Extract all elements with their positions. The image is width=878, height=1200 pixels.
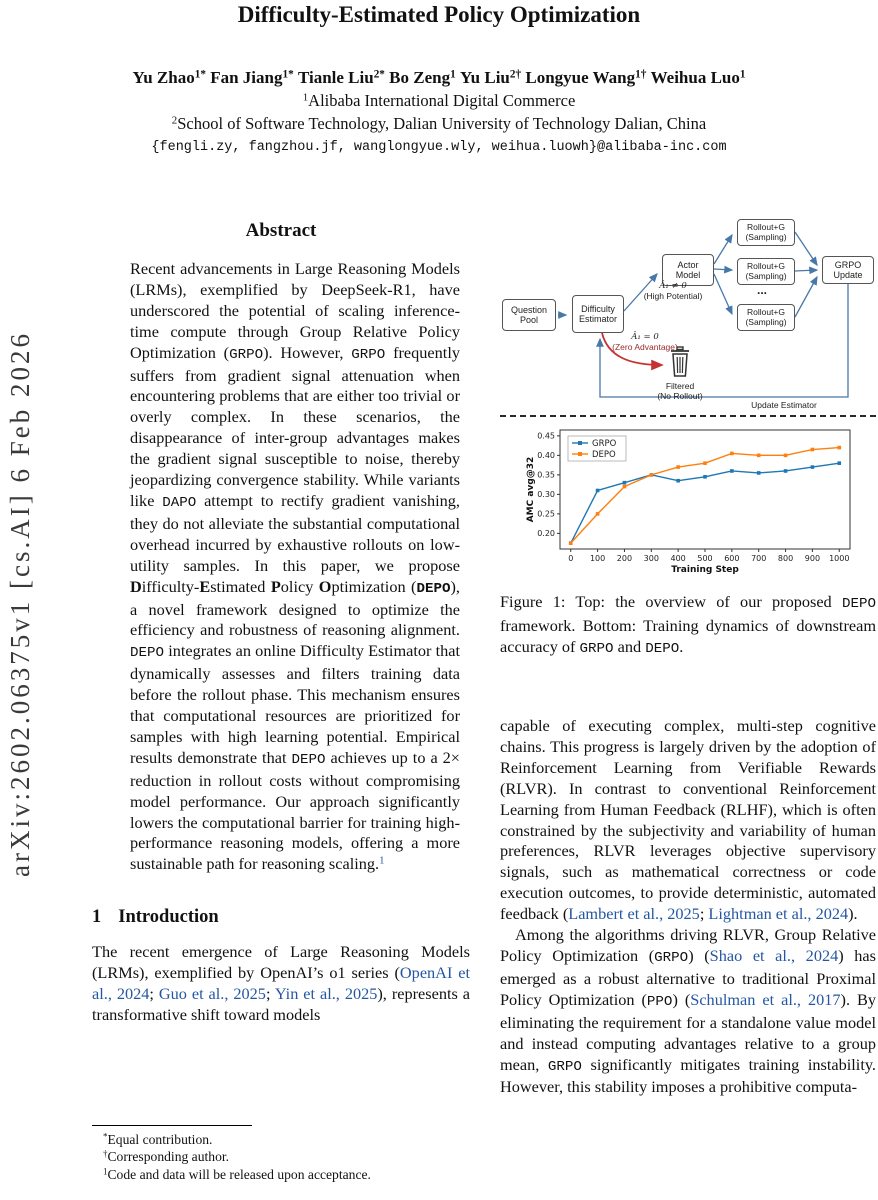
arxiv-watermark: arXiv:2602.06375v1 [cs.AI] 6 Feb 2026 — [5, 331, 35, 877]
svg-text:Training Step: Training Step — [671, 565, 739, 575]
citation-link[interactable]: Lambert et al., 2025 — [568, 904, 700, 924]
trash-icon — [668, 346, 692, 378]
actor-model-box: Actor Model — [662, 254, 714, 286]
author-line: Yu Zhao$^{1*}$ Fan Jiang$^{1*}$ Tianle Liu$^{2*}$ Bo Zeng$^1$ Yu Liu$^{2\dagger}$ Longyue Wang$^{1\dagger}$ Weihua Luo$^1$ — [132, 68, 746, 87]
citation-link[interactable]: 1 — [379, 855, 385, 867]
right-column-paragraph-1: capable of executing complex, multi-step cognitive chains. This progress is largely driven by the adoption of Reinforcement Learning from Verifiable Rewards (RLVR). In contrast to conventional Reinforcement Learning from Human Feedback (RLHF), which is often constrained by the subjectivity and variability of human preferences, RLVR leverages objective supervisory signals, such as mathematical correctness or code execution outcomes, to provide deterministic, automated feedback (Lambert et al., 2025; Lightman et al., 2024). — [500, 716, 876, 924]
rollout-sampling-box-3: Rollout+G (Sampling) — [737, 304, 795, 331]
filtered-label: Filtered (No Rollout) — [657, 381, 703, 402]
footnote-code-release: $^1$Code and data will be released upon acceptance. — [103, 1166, 371, 1182]
citation-link[interactable]: Guo et al., 2025 — [158, 984, 266, 1004]
difficulty-estimator-box: Difficulty Estimator — [572, 295, 624, 333]
abstract-text: Recent advancements in Large Reasoning Models (LRMs), exemplified by DeepSeek-R1, have underscored the potential of scaling inference-time compute through Group Relative Policy Optimization (GRPO). However, GRPO frequently suffers from gradient signal attenuation when encountering problems that are either too trivial or overly complex. In these scenarios, the disappearance of inter-group advantages makes the gradient signal susceptible to noise, thereby jeopardizing convergence stability. While variants like DAPO attempt to rectify gradient vanishing, they do not alleviate the substantial computational overhead incurred by exhaustive rollouts on low-utility samples. In this paper, we propose Difficulty-Estimated Policy Optimization (DEPO), a novel framework designed to optimize the efficiency and robustness of reasoning alignment. DEPO integrates an online Difficulty Estimator that dynamically assesses and filters training data before the rollout phase. This mechanism ensures that computational resources are prioritized for samples with high learning potential. Empirical results demonstrate that DEPO achieves up to a 2× reduction in rollout costs without compromising model performance. Our approach significantly lowers the computational barrier for training high-performance reasoning models, offering a more sustainable path for reasoning scaling.$^1$ — [130, 259, 461, 874]
svg-text:GRPO: GRPO — [592, 439, 617, 449]
paper-title: Difficulty-Estimated Policy Optimization — [237, 2, 641, 27]
citation-link[interactable]: OpenAI et al., 2024 — [92, 963, 470, 1004]
citation-link[interactable]: Lightman et al., 2024 — [708, 904, 849, 924]
intro-paragraph: The recent emergence of Large Reasoning Models (LRMs), exemplified by OpenAI’s o1 series (OpenAI et al., 2024; Guo et al., 2025; Yin et al., 2025), represents a transformative shift toward models — [92, 942, 470, 1024]
rollout-sampling-box-1: Rollout+G (Sampling) — [737, 219, 795, 246]
svg-text:200: 200 — [616, 554, 633, 563]
affiliation-1: $^1$Alibaba International Digital Commerce — [302, 91, 576, 110]
svg-text:900: 900 — [804, 554, 821, 563]
svg-text:AMC avg@32: AMC avg@32 — [526, 456, 536, 523]
figure-1-caption: Figure 1: Top: the overview of our proposed DEPO framework. Bottom: Training dynamics of downstream accuracy of GRPO and DEPO. — [500, 592, 876, 657]
affiliation-2: $^2$School of Software Technology, Dalian University of Technology Dalian, China — [171, 114, 707, 133]
dashed-separator — [500, 415, 876, 417]
svg-text:1000: 1000 — [829, 554, 850, 563]
training-curve-chart — [524, 425, 854, 577]
svg-text:DEPO: DEPO — [592, 450, 616, 460]
rollout-ellipsis: ... — [757, 283, 768, 297]
svg-text:0.20: 0.20 — [537, 528, 555, 538]
zero-advantage-label: Â₁ = 0 (Zero Advantage) — [612, 332, 678, 353]
rollout-sampling-box-2: Rollout+G (Sampling) — [737, 258, 795, 285]
footnote-corresponding-author: †Corresponding author. — [103, 1148, 230, 1164]
svg-text:0.40: 0.40 — [537, 450, 555, 460]
svg-text:0.30: 0.30 — [537, 489, 555, 499]
svg-text:800: 800 — [777, 554, 794, 563]
svg-text:400: 400 — [670, 554, 686, 563]
right-column — [500, 215, 876, 1187]
footnote-equal-contribution: *Equal contribution. — [103, 1131, 213, 1147]
depo-framework-diagram — [500, 215, 876, 415]
figure-1 — [500, 215, 876, 577]
question-pool-box: Question Pool — [502, 299, 556, 331]
author-emails: {fengli.zy, fangzhou.jf, wanglongyue.wly, weihua.luowh}@alibaba-inc.com — [151, 140, 727, 155]
paper-header — [0, 0, 878, 155]
svg-text:500: 500 — [697, 554, 713, 563]
svg-text:0.25: 0.25 — [537, 509, 555, 519]
update-estimator-label: Update Estimator — [751, 400, 817, 410]
citation-link[interactable]: Yin et al., 2025 — [274, 984, 378, 1004]
svg-text:300: 300 — [643, 554, 659, 563]
svg-text:0.35: 0.35 — [537, 470, 555, 480]
grpo-update-box: GRPO Update — [822, 256, 874, 284]
footnote-block — [92, 1125, 470, 1188]
svg-text:0: 0 — [568, 554, 574, 563]
svg-text:100: 100 — [589, 554, 606, 563]
two-column-body — [92, 215, 878, 1187]
svg-text:0.45: 0.45 — [537, 431, 555, 441]
citation-link[interactable]: Shao et al., 2024 — [709, 945, 839, 965]
svg-text:600: 600 — [724, 554, 740, 563]
right-column-paragraph-2: Among the algorithms driving RLVR, Group Relative Policy Optimization (GRPO) (Shao et al., 2024) has emerged as a robust alternative to traditional Proximal Policy Optimization (PPO) (Schulman et al., 2017). By eliminating the requirement for a standalone value model and instead computing advantages relative to a group mean, GRPO significantly mitigates training instability. However, this stability imposes a prohibitive computa- — [500, 925, 877, 1097]
section-heading-introduction — [92, 907, 470, 928]
section-title: Introduction — [118, 907, 219, 928]
left-column — [92, 215, 470, 1187]
citation-link[interactable]: Schulman et al., 2017 — [690, 989, 841, 1009]
footnote-rule — [92, 1125, 252, 1126]
training-curve-svg — [524, 425, 854, 577]
svg-text:700: 700 — [751, 554, 767, 563]
high-potential-label: Â₁ ≠ 0 (High Potential) — [643, 281, 703, 302]
section-number: 1 — [92, 907, 102, 928]
abstract-heading: Abstract — [245, 220, 317, 241]
